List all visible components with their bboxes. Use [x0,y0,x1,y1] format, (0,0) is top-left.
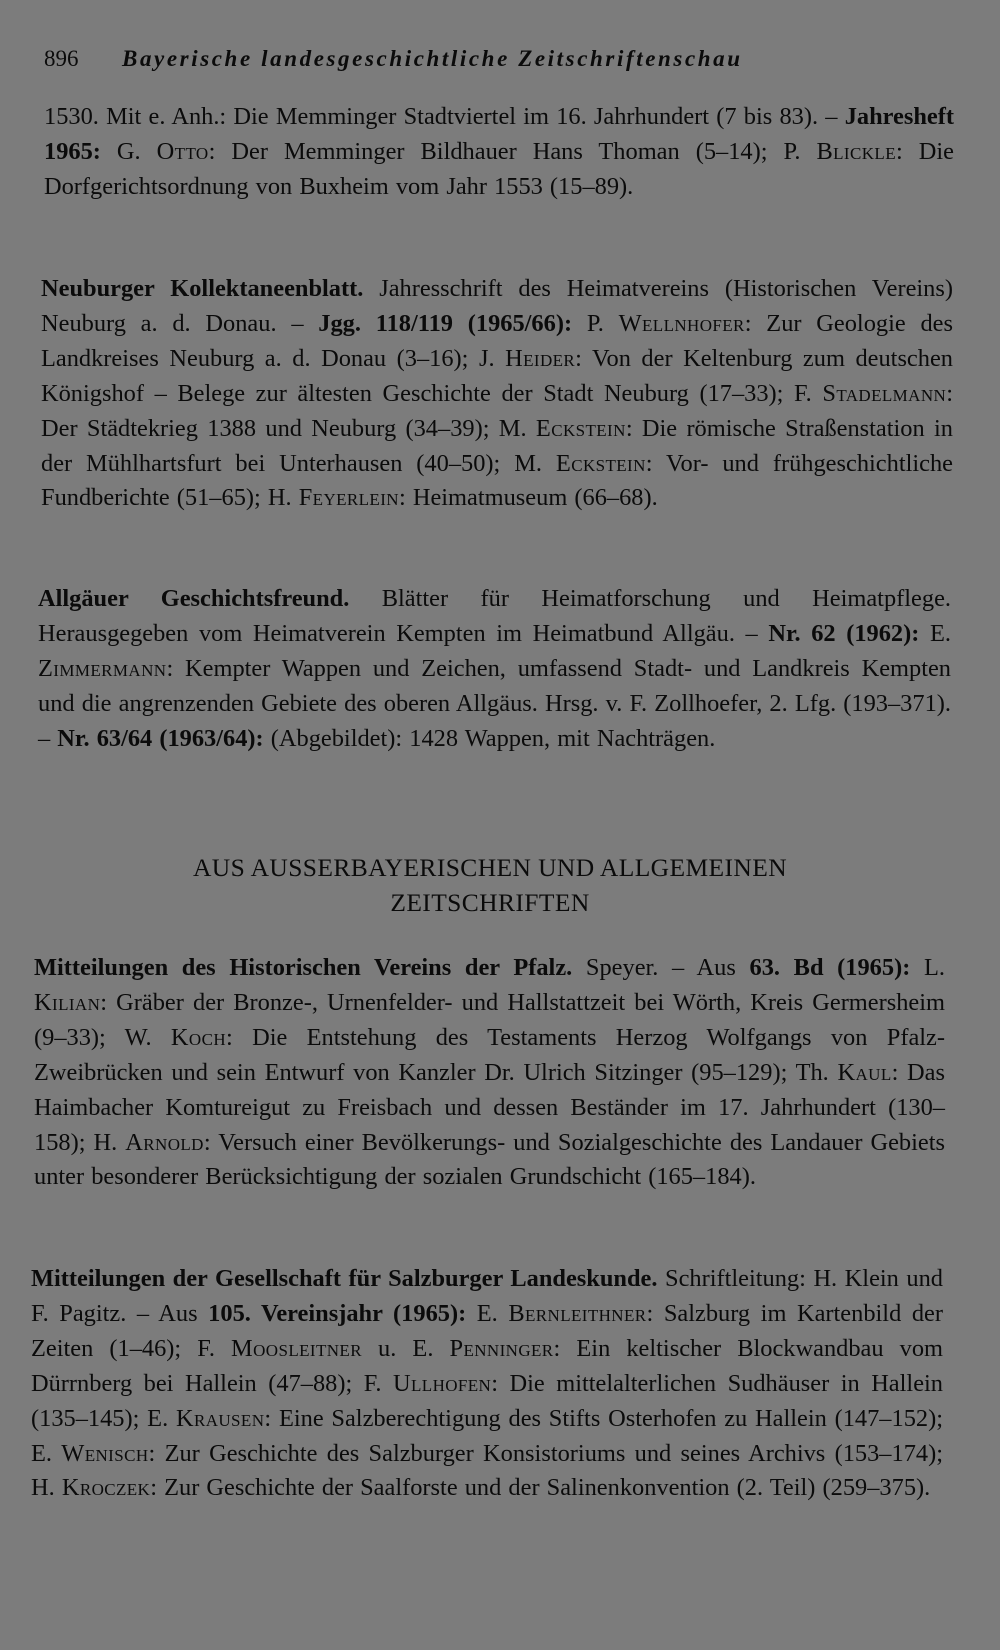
section-heading [40,851,940,920]
entry-text: : Kempter Wappen und Zeichen, umfassend Stadt- und Landkreis Kempten und die angrenzenden Gebiete des oberen Allgäus. Hrsg. v. F. Zollhoefer, 2. Lfg. (193–371). – [38,654,951,752]
section-heading-line-2: ZEITSCHRIFTEN [390,887,590,917]
entry-text: : Zur Geschichte der Saalforste und der Salinenkonvention (2. Teil) (259–375). [150,1474,931,1502]
author-name: Otto [156,137,209,165]
author-name: Wenisch [61,1439,149,1467]
author-name: Heider [505,344,576,372]
entry-text: : Von der Keltenburg zum deutschen Königshof – Belege zur ältesten Geschichte der Stadt Neuburg (17–33); F. [41,344,953,407]
entry-text: : Der Memminger Bildhauer Hans Thoman (5–14); P. [208,137,817,165]
entry-text: : Der Städtekrieg 1388 und Neuburg (34–39); M. [41,379,953,442]
entry-text: E. [466,1299,509,1327]
entry-historischer-verein-pfalz [34,951,945,1195]
entry-text: : Zur Geologie des Landkreises Neuburg a. d. Donau (3–16); J. [41,309,953,372]
bold-citation: 105. Vereinsjahr (1965): [208,1299,467,1327]
bold-citation: 63. Bd (1965): [749,954,911,981]
entry-text: Blätter für Heimatforschung und Heimatpflege. Herausgegeben vom Heimatverein Kempten im Heimatbund Allgäu. – [38,585,951,647]
entry-text: E. [919,619,951,647]
bold-citation: Mitteilungen des Historischen Vereins der Pfalz. [34,954,573,981]
bold-citation: Nr. 63/64 (1963/64): [57,724,264,752]
entry-text: : Salzburg im Kartenbild der Zeiten (1–46); F. [31,1299,943,1362]
author-name: Koch [170,1023,226,1051]
entry-text: : Das Haimbacher Komtureigut zu Freisbach und dessen Beständer im 17. Jahrhundert (130–158); H. [34,1058,945,1156]
bold-citation: Jahresheft 1965: [44,103,954,165]
entry-text: : Heimatmuseum (66–68). [398,484,658,512]
entry-text: (Abgebildet): 1428 Wappen, mit Nachträgen. [263,724,716,752]
entry-memminger-continued [44,100,954,205]
author-name: Wellnhofer [618,309,745,337]
bold-citation: Mitteilungen der Gesellschaft für Salzburger Landeskunde. [31,1265,658,1292]
entry-text: 1530. Mit e. Anh.: Die Memminger Stadtviertel im 16. Jahrhundert (7 bis 83). – [44,103,845,130]
author-name: Penninger [449,1334,554,1362]
author-name: Kilian [34,988,101,1016]
author-name: Eckstein [535,414,626,442]
author-name: Stadelmann [822,379,947,407]
bold-citation: Allgäuer Geschichtsfreund. [38,585,350,612]
entry-text: : Zur Geschichte des Salzburger Konsistoriums und seines Archivs (153–174); H. [31,1439,943,1502]
entry-salzburger-landeskunde [31,1262,943,1506]
entry-text: : Gräber der Bronze-, Urnenfelder- und Hallstattzeit bei Wörth, Kreis Germersheim (9–33); W. [34,988,945,1051]
author-name: Bernleithner [508,1299,647,1327]
author-name: Kaul [837,1058,892,1086]
bold-citation: Neuburger Kollektaneenblatt. [41,275,364,302]
entry-text: Schriftleitung: H. Klein und F. Pagitz. – Aus [31,1265,943,1327]
entry-text: : Die Dorfgerichtsordnung von Buxheim vom Jahr 1553 (15–89). [44,137,954,200]
bold-citation: Jgg. 118/119 (1965/66): [318,309,573,337]
entry-text: L. [910,954,945,981]
entry-text: G. [100,137,157,165]
running-title: Bayerische landesgeschichtliche Zeitschriftenschau [122,46,743,71]
entry-text: : Versuch einer Bevölkerungs- und Sozialgeschichte des Landauer Gebiets unter besonderer Berücksichtigung der sozialen Grundschicht (165–184). [34,1128,945,1191]
author-name: Eckstein [555,449,646,477]
author-name: Ullhofen [392,1369,492,1397]
author-name: Zimmermann [38,654,167,682]
entry-text: : Ein keltischer Blockwandbau vom Dürrnberg bei Hallein (47–88); F. [31,1334,943,1397]
author-name: Blickle [816,137,896,165]
entry-text: Jahresschrift des Heimatvereins (Historischen Vereins) Neuburg a. d. Donau. – [41,275,953,337]
author-name: Arnold [125,1128,204,1156]
entry-text: : Die mittelalterlichen Sudhäuser in Hallein (135–145); E. [31,1369,943,1432]
page-number: 896 [44,46,79,71]
entry-text: u. E. [361,1334,450,1362]
entry-neuburger-kollektaneenblatt [41,272,953,516]
author-name: Krausen [175,1404,265,1432]
section-heading-line-1: AUS AUSSERBAYERISCHEN UND ALLGEMEINEN [192,853,788,882]
running-header [44,46,944,72]
entry-text: : Vor- und frühgeschichtliche Fundberichte (51–65); H. [41,449,953,512]
bold-citation: Nr. 62 (1962): [768,619,920,647]
author-name: Feyerlein [298,484,399,512]
entry-text: Speyer. – Aus [572,954,750,981]
entry-text: : Eine Salzberechtigung des Stifts Osterhofen zu Hallein (147–152); E. [31,1404,943,1467]
author-name: Kroczek [61,1474,151,1502]
entry-text: P. [572,309,619,337]
entry-text: : Die römische Straßenstation in der Mühlhartsfurt bei Unterhausen (40–50); M. [41,414,953,477]
entry-allgaeuer-geschichtsfreund [38,582,951,757]
author-name: Moosleitner [231,1334,362,1362]
entry-text: : Die Entstehung des Testaments Herzog Wolfgangs von Pfalz-Zweibrücken und sein Entwurf von Kanzler Dr. Ulrich Sitzinger (95–129); Th. [34,1023,945,1086]
